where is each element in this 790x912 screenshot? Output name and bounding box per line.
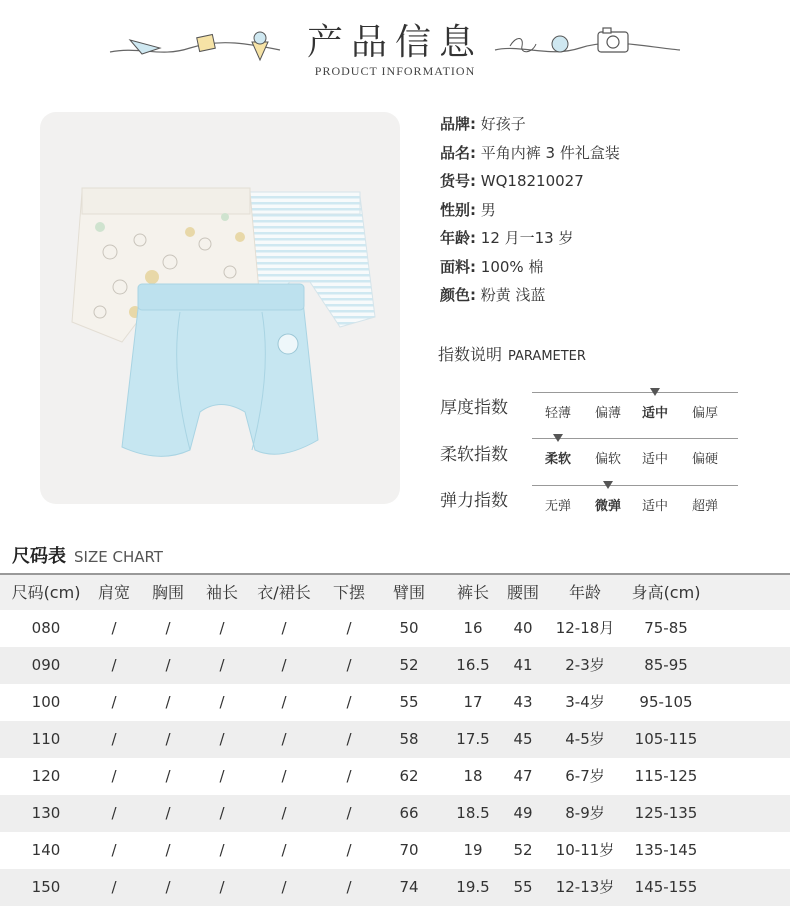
table-row xyxy=(0,684,790,721)
table-cell: 66 xyxy=(399,804,419,822)
table-cell: 85-95 xyxy=(644,656,688,674)
table-header-cell: 腰围 xyxy=(506,583,539,602)
table-cell: 40 xyxy=(513,619,533,637)
table-cell: 74 xyxy=(399,878,419,896)
parameter-title: 指数说明 PARAMETER xyxy=(438,345,586,364)
scale-option: 适中 xyxy=(641,499,668,514)
table-cell: / xyxy=(346,767,352,785)
section-subtitle: PRODUCT INFORMATION xyxy=(314,64,476,78)
table-cell: / xyxy=(281,693,287,711)
table-cell: / xyxy=(111,841,117,859)
scale-marker-icon xyxy=(553,434,563,442)
table-cell: / xyxy=(219,804,225,822)
table-cell: 16 xyxy=(463,619,483,637)
section-title: 产品信息 xyxy=(306,22,483,63)
scale-marker-icon xyxy=(650,388,660,396)
table-cell: 150 xyxy=(31,878,61,896)
scale-option: 偏薄 xyxy=(594,406,621,421)
table-cell: / xyxy=(219,767,225,785)
thickness-scale xyxy=(532,392,738,422)
softness-index-label: 柔软指数 xyxy=(440,445,508,465)
info-row-gender: 性别: 男 xyxy=(440,200,496,219)
table-cell: 95-105 xyxy=(639,693,693,711)
elasticity-scale xyxy=(532,485,738,515)
table-cell: / xyxy=(111,767,117,785)
table-cell: 52 xyxy=(399,656,419,674)
table-cell: / xyxy=(219,841,225,859)
table-cell: 50 xyxy=(399,619,419,637)
elasticity-index-label: 弹力指数 xyxy=(440,491,508,511)
table-cell: 58 xyxy=(399,730,419,748)
table-header-cell: 袖长 xyxy=(205,583,238,602)
table-cell: / xyxy=(219,693,225,711)
table-cell: 10-11岁 xyxy=(555,841,615,859)
table-row xyxy=(0,869,790,906)
size-chart-heading: 尺码表 SIZE CHART xyxy=(12,546,163,567)
table-cell: 110 xyxy=(31,730,61,748)
table-cell: 18 xyxy=(463,767,483,785)
table-cell: / xyxy=(281,878,287,896)
table-header-cell: 臂围 xyxy=(392,583,425,602)
table-cell: 17 xyxy=(463,693,483,711)
table-cell: / xyxy=(219,656,225,674)
table-cell: 4-5岁 xyxy=(565,730,605,748)
table-row xyxy=(0,610,790,647)
scale-option: 适中 xyxy=(641,452,668,467)
table-cell: 12-18月 xyxy=(555,619,615,637)
table-cell: / xyxy=(165,656,171,674)
product-photo xyxy=(40,112,400,504)
table-cell: 105-115 xyxy=(634,730,698,748)
section-header xyxy=(0,0,790,90)
table-cell: / xyxy=(111,730,117,748)
table-row xyxy=(0,758,790,795)
table-cell: / xyxy=(165,767,171,785)
table-cell: 2-3岁 xyxy=(565,656,605,674)
table-cell: 41 xyxy=(513,656,533,674)
table-cell: / xyxy=(165,841,171,859)
table-cell: 120 xyxy=(31,767,61,785)
table-cell: 140 xyxy=(31,841,61,859)
table-cell: / xyxy=(219,878,225,896)
table-header-cell: 身高(cm) xyxy=(631,583,701,602)
info-row-brand: 品牌: 好孩子 xyxy=(440,115,526,133)
table-cell: / xyxy=(111,804,117,822)
table-cell: / xyxy=(346,841,352,859)
table-cell: 55 xyxy=(513,878,533,896)
table-cell: / xyxy=(165,693,171,711)
info-row-age: 年龄: 12 月一13 岁 xyxy=(440,229,574,247)
scale-marker-icon xyxy=(603,481,613,489)
table-cell: 145-155 xyxy=(634,878,698,896)
table-cell: / xyxy=(346,804,352,822)
table-cell: / xyxy=(111,878,117,896)
table-cell: 100 xyxy=(31,693,61,711)
table-cell: / xyxy=(165,878,171,896)
scale-option: 偏硬 xyxy=(691,452,718,467)
table-header-cell: 下摆 xyxy=(332,583,365,602)
scale-option: 超弹 xyxy=(691,499,718,514)
table-row xyxy=(0,721,790,758)
scale-option: 适中 xyxy=(641,406,668,421)
table-header-cell: 肩宽 xyxy=(97,583,130,602)
scale-option: 无弹 xyxy=(544,499,571,514)
size-chart-table xyxy=(0,573,790,912)
table-cell: 55 xyxy=(399,693,419,711)
table-cell: 090 xyxy=(31,656,61,674)
table-cell: 49 xyxy=(513,804,533,822)
table-cell: / xyxy=(281,767,287,785)
table-cell: 62 xyxy=(399,767,419,785)
table-cell: 125-135 xyxy=(634,804,698,822)
table-cell: 8-9岁 xyxy=(565,804,605,822)
table-cell: 52 xyxy=(513,841,533,859)
table-header-cell: 衣/裙长 xyxy=(257,583,311,602)
table-cell: 135-145 xyxy=(634,841,698,859)
table-cell: / xyxy=(346,656,352,674)
info-row-color: 颜色: 粉黄 浅蓝 xyxy=(440,286,546,304)
table-cell: / xyxy=(219,619,225,637)
table-cell: 45 xyxy=(513,730,533,748)
scale-option: 轻薄 xyxy=(544,406,571,421)
table-row xyxy=(0,832,790,869)
table-header-cell: 尺码(cm) xyxy=(11,583,81,602)
table-cell: 47 xyxy=(513,767,533,785)
scale-line xyxy=(532,485,738,486)
scale-option: 偏厚 xyxy=(691,406,718,421)
table-cell: / xyxy=(111,656,117,674)
scale-option: 偏软 xyxy=(594,452,621,467)
table-cell: 6-7岁 xyxy=(565,767,605,785)
table-cell: 19.5 xyxy=(456,878,490,896)
table-cell: / xyxy=(346,619,352,637)
info-row-sku: 货号: WQ18210027 xyxy=(440,172,584,190)
table-header-cell: 裤长 xyxy=(456,583,489,602)
table-cell: / xyxy=(346,693,352,711)
scale-option: 柔软 xyxy=(544,452,571,467)
table-cell: 16.5 xyxy=(456,656,490,674)
table-cell: 130 xyxy=(31,804,61,822)
table-cell: / xyxy=(165,619,171,637)
table-cell: / xyxy=(111,693,117,711)
table-cell: / xyxy=(346,878,352,896)
table-cell: / xyxy=(219,730,225,748)
table-cell: 19 xyxy=(463,841,483,859)
table-cell: / xyxy=(165,730,171,748)
info-row-name: 品名: 平角内裤 3 件礼盒装 xyxy=(440,143,620,162)
product-info-list xyxy=(440,110,780,310)
table-cell: / xyxy=(281,730,287,748)
table-cell: 17.5 xyxy=(456,730,490,748)
scale-line xyxy=(532,392,738,393)
table-cell: / xyxy=(281,841,287,859)
thickness-index-label: 厚度指数 xyxy=(440,398,508,418)
table-header-cell: 胸围 xyxy=(151,583,184,602)
table-header-cell: 年龄 xyxy=(568,583,601,602)
table-header-row xyxy=(0,575,790,610)
boxer-briefs-illustration xyxy=(40,112,400,504)
table-cell: 43 xyxy=(513,693,533,711)
table-row xyxy=(0,795,790,832)
table-cell: 18.5 xyxy=(456,804,490,822)
table-cell: / xyxy=(346,730,352,748)
table-cell: 080 xyxy=(31,619,61,637)
table-cell: 12-13岁 xyxy=(555,878,615,896)
table-cell: 3-4岁 xyxy=(565,693,605,711)
softness-scale xyxy=(532,438,738,468)
table-cell: / xyxy=(281,804,287,822)
table-cell: 115-125 xyxy=(634,767,698,785)
scale-option: 微弹 xyxy=(594,499,621,514)
table-cell: 75-85 xyxy=(644,619,688,637)
table-cell: / xyxy=(111,619,117,637)
table-cell: / xyxy=(281,619,287,637)
cartoon-logo-icon xyxy=(278,334,298,354)
table-row xyxy=(0,647,790,684)
info-row-fabric: 面料: 100% 棉 xyxy=(440,257,544,276)
table-cell: 70 xyxy=(399,841,419,859)
table-cell: / xyxy=(281,656,287,674)
table-cell: / xyxy=(165,804,171,822)
